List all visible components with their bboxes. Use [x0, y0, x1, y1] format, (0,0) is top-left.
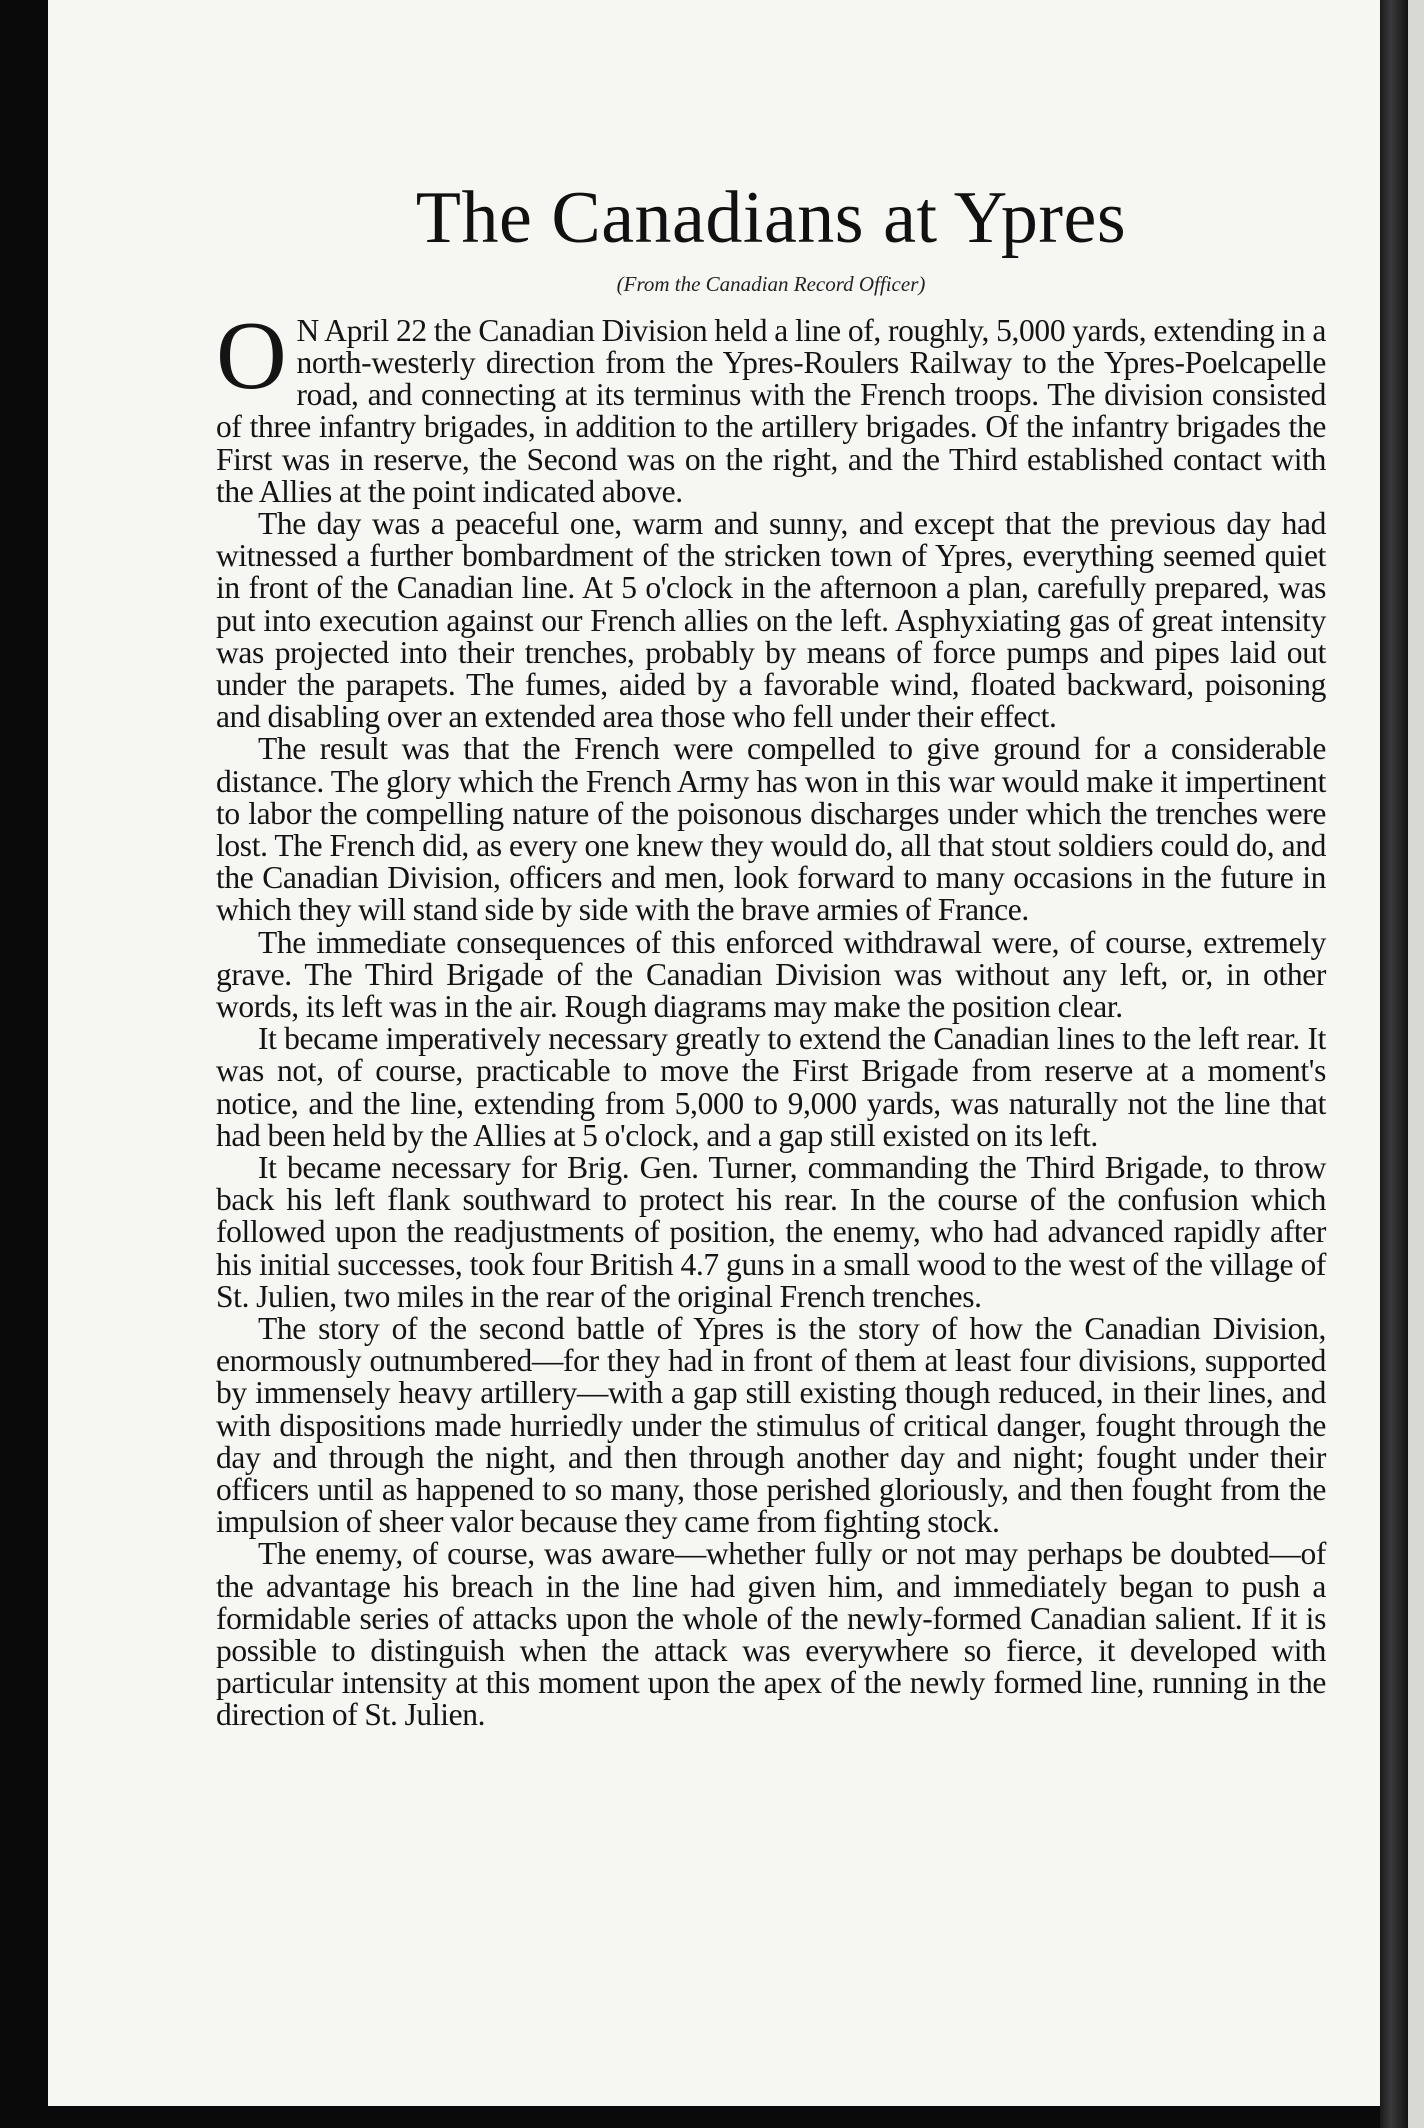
paragraph-1-text: N April 22 the Canadian Division held a line of, roughly, 5,000 yards, extending in a north-westerly direction from the Ypres-Roulers Railway to the Ypres-Poelcapelle road, and connecting at its terminus with the French troops. The division consisted of three infantry brigades, in addition to the artillery brigades. Of the infantry brigades the First was in reserve, the Second was on the right, and the Third established contact with the Allies at the point indicated above.	[216, 312, 1326, 509]
facing-page-edge	[1408, 0, 1424, 2128]
paragraph-8: The enemy, of course, was aware—whether fully or not may perhaps be doubted—of the advantage his breach in the line had given him, and immediately began to push a formidable series of attacks upon the whole of the newly-formed Canadian salient. If it is possible to distinguish when the attack was everywhere so fierce, it developed with particular intensity at this moment upon the apex of the newly formed line, running in the direction of St. Julien.	[216, 1536, 1326, 1733]
article-title: The Canadians at Ypres	[415, 177, 1127, 259]
paragraph-3: The result was that the French were compelled to give ground for a considerable distance. The glory which the French Army has won in this war would make it impertinent to labor the compelling nature of the poisonous discharges under which the trenches were lost. The French did, as every one knew they would do, all that stout soldiers could do, and the Canadian Division, officers and men, look forward to many occasions in the future in which they will stand side by side with the brave armies of France.	[216, 731, 1326, 928]
paragraph-6: It became necessary for Brig. Gen. Turner, commanding the Third Brigade, to throw back his left flank southward to protect his rear. In the course of the confusion which followed upon the readjustments of position, the enemy, who had advanced rapidly after his initial successes, took four British 4.7 guns in a small wood to the west of the village of St. Julien, two miles in the rear of the original French trenches.	[216, 1149, 1326, 1314]
article-subtitle: (From the Canadian Record Officer)	[616, 271, 926, 296]
paragraph-1	[216, 301, 1326, 509]
document-page	[48, 0, 1382, 2106]
paragraph-4: The immediate consequences of this enforced withdrawal were, of course, extremely grave. The Third Brigade of the Canadian Division was without any left, or, in other words, its left was in the air. Rough diagrams may make the position clear.	[216, 924, 1326, 1024]
drop-cap: O	[216, 301, 287, 410]
paragraph-2: The day was a peaceful one, warm and sunny, and except that the previous day had witnessed a further bombardment of the stricken town of Ypres, everything seemed quiet in front of the Canadian line. At 5 o'clock in the afternoon a plan, carefully prepared, was put into execution against our French allies on the left. Asphyxiating gas of great intensity was projected into their trenches, probably by means of force pumps and pipes laid out under the parapets. The fumes, aided by a favorable wind, floated backward, poisoning and disabling over an extended area those who fell under their effect.	[216, 505, 1326, 735]
paragraph-7: The story of the second battle of Ypres is the story of how the Canadian Division, enormously outnumbered—for they had in front of them at least four divisions, supported by immensely heavy artillery—with a gap still existing though reduced, in their lines, and with dispositions made hurriedly under the stimulus of critical danger, fought through the day and through the night, and then through another day and night; fought under their officers until as happened to so many, those perished gloriously, and then fought from the impulsion of sheer valor because they came from fighting stock.	[216, 1310, 1326, 1540]
book-spine-shadow	[1380, 0, 1408, 2128]
article	[216, 177, 1326, 1733]
paragraph-5: It became imperatively necessary greatly to extend the Canadian lines to the left rear. It was not, of course, practicable to move the First Brigade from reserve at a moment's notice, and the line, extending from 5,000 to 9,000 yards, was naturally not the line that had been held by the Allies at 5 o'clock, and a gap still existed on its left.	[216, 1021, 1326, 1153]
